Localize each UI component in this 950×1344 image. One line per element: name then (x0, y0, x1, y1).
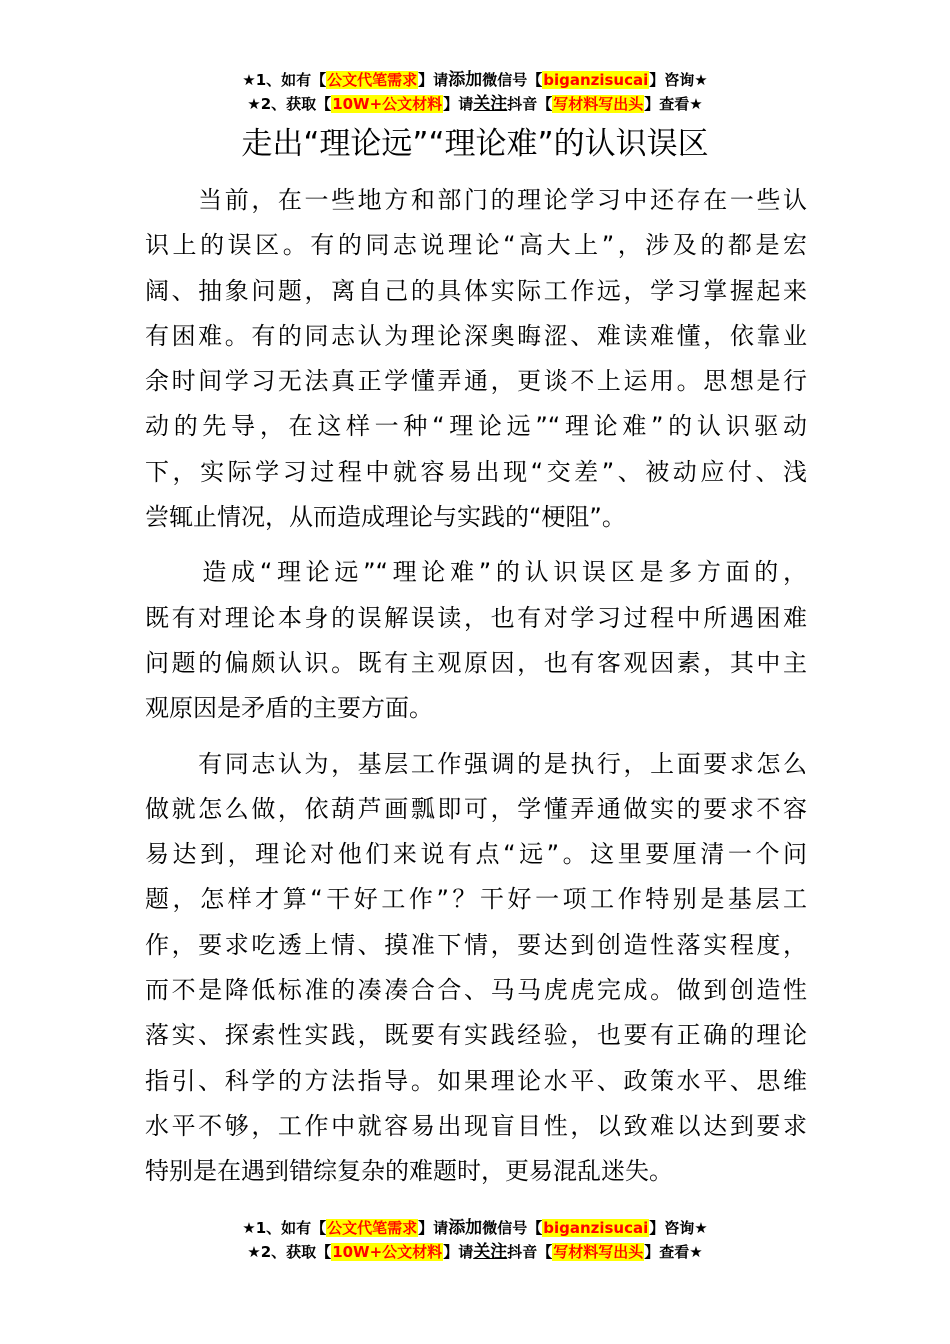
promo-line-1 (145, 1216, 805, 1240)
paragraph-line: 特别是在遇到错综复杂的难题时，更易混乱迷失。 (145, 1157, 673, 1186)
promo-highlight-materials: 10W+公文材料 (332, 1243, 443, 1261)
promo-text: 】咨询★ (649, 1219, 708, 1237)
paragraph-line: 动的先导，在这样一种“理论远”“理论难”的认识驱动 (145, 412, 807, 441)
promo-text: 】请 (418, 1219, 449, 1237)
paragraph-line: 落实、探索性实践，既要有实践经验，也要有正确的理论 (145, 1021, 807, 1050)
promo-highlight-douyin-account: 写材料写出头 (553, 95, 644, 113)
promo-text: 】查看★ (644, 95, 703, 113)
paragraph-line: 下，实际学习过程中就容易出现“交差”、被动应付、浅 (145, 457, 807, 486)
promo-highlight-ghostwriting: 公文代笔需求 (327, 71, 418, 89)
paragraph (145, 550, 807, 731)
promo-highlight-douyin-account: 写材料写出头 (553, 1243, 644, 1261)
promo-text: ★1、如有【 (242, 71, 327, 89)
paragraph-line: 作，要求吃透上情、摸准下情，要达到创造性落实程度， (145, 930, 807, 959)
paragraph-line: 当前，在一些地方和部门的理论学习中还存在一些认 (145, 186, 807, 214)
promo-text: 微信号【 (482, 1219, 543, 1237)
promo-text: 】查看★ (644, 1243, 703, 1261)
paragraph-line: 水平不够，工作中就容易出现盲目性，以致难以达到要求 (145, 1111, 807, 1140)
promo-text: 】请 (418, 71, 449, 89)
paragraph-line: 题，怎样才算“干好工作”？干好一项工作特别是基层工 (145, 885, 807, 914)
promo-text: ★1、如有【 (242, 1219, 327, 1237)
paragraph-line: 阔、抽象问题，离自己的具体实际工作远，学习掌握起来 (145, 276, 807, 305)
paragraph-line: 观原因是矛盾的主要方面。 (145, 694, 433, 723)
promo-emphasis: 添加 (448, 1218, 483, 1238)
paragraph-line: 识上的误区。有的同志说理论“高大上”，涉及的都是宏 (145, 231, 807, 260)
promo-text: 】咨询★ (649, 71, 708, 89)
paragraph-line: 有同志认为，基层工作强调的是执行，上面要求怎么 (145, 749, 807, 778)
promo-header (145, 68, 805, 116)
paragraph-line: 易达到，理论对他们来说有点“远”。这里要厘清一个问 (145, 840, 807, 869)
promo-text: 抖音【 (507, 1243, 553, 1261)
promo-emphasis: 关注 (473, 1242, 508, 1262)
paragraph-line: 做就怎么做，依葫芦画瓢即可，学懂弄通做实的要求不容 (145, 794, 807, 823)
promo-emphasis: 关注 (473, 94, 508, 114)
promo-text: ★2、获取【 (247, 95, 332, 113)
paragraph-line: 有困难。有的同志认为理论深奥晦涩、难读难懂，依靠业 (145, 321, 807, 350)
promo-text: 抖音【 (507, 95, 553, 113)
promo-line-1 (145, 68, 805, 92)
promo-text: 】请 (443, 1243, 474, 1261)
paragraph (145, 742, 807, 1195)
promo-highlight-materials: 10W+公文材料 (332, 95, 443, 113)
paragraph-line: 而不是降低标准的凑凑合合、马马虎虎完成。做到创造性 (145, 976, 807, 1005)
document-body (145, 178, 807, 1205)
paragraph-line: 余时间学习无法真正学懂弄通，更谈不上运用。思想是行 (145, 367, 807, 396)
promo-text: 微信号【 (482, 71, 543, 89)
paragraph-line: 问题的偏颇认识。既有主观原因，也有客观因素，其中主 (145, 648, 807, 677)
paragraph-line: 造成“理论远”“理论难”的认识误区是多方面的， (145, 558, 807, 587)
promo-line-2 (145, 92, 805, 116)
paragraph-line: 既有对理论本身的误解误读，也有对学习过程中所遇困难 (145, 603, 807, 632)
paragraph-line: 尝辄止情况，从而造成理论与实践的“梗阻”。 (145, 503, 626, 532)
promo-emphasis: 添加 (448, 70, 483, 90)
promo-highlight-ghostwriting: 公文代笔需求 (327, 1219, 418, 1237)
promo-footer (145, 1216, 805, 1264)
paragraph-line: 指引、科学的方法指导。如果理论水平、政策水平、思维 (145, 1066, 807, 1095)
promo-text: ★2、获取【 (247, 1243, 332, 1261)
document-title: 走出“理论远”“理论难”的认识误区 (241, 126, 709, 162)
promo-text: 】请 (443, 95, 474, 113)
paragraph (145, 178, 807, 540)
promo-highlight-wechat-id: biganzisucai (543, 1219, 649, 1237)
promo-line-2 (145, 1240, 805, 1264)
promo-highlight-wechat-id: biganzisucai (543, 71, 649, 89)
